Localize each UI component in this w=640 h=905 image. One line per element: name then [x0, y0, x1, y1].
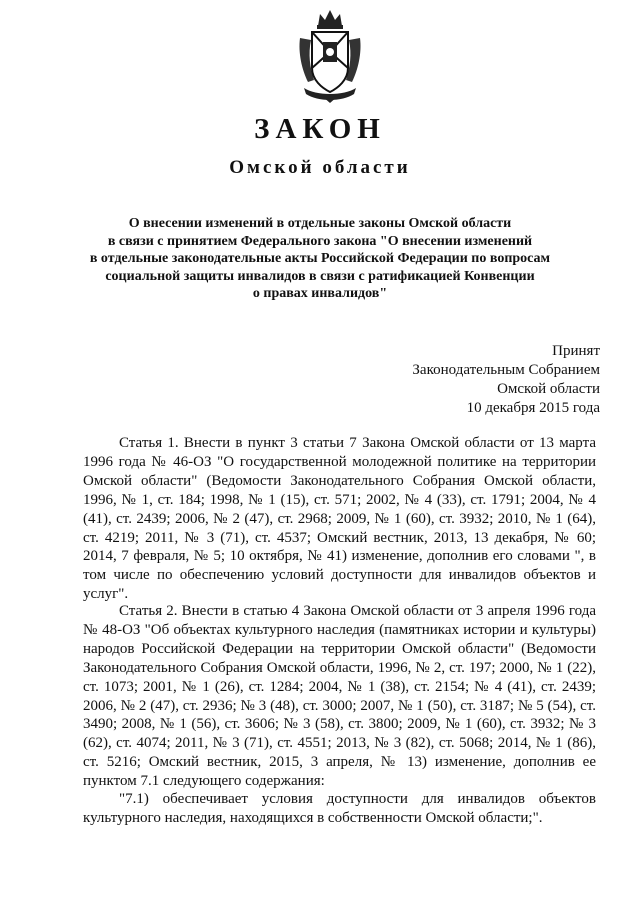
quote-text: "7.1) обеспечивает условия доступности для инвалидов объектов культурного наследия, находящихся в собственности Омской области;". [83, 791, 596, 826]
adoption-date: 10 декабря 2015 года [466, 400, 600, 416]
subject-line: О внесении изменений в отдельные законы Омской области [128, 216, 512, 231]
article-1-text: Статья 1. Внести в пункт 3 статьи 7 Закона Омской области от 13 марта 1996 года № 46-ОЗ "О государственной молодежной политике на территории Омской области" (Ведомости Законодательного Собрания Омской области, 1996, № 1, ст. 184; 1998, № 1 (15), ст. 571; 2002, № 4 (33), ст. 1791; 2004, № 4 (41), ст. 2439; 2006, № 2 (47), ст. 2968; 2009, № 1 (60), ст. 3932; 2010, № 1 (64), ст. 4219; 2011, № 3 (71), ст. 4537; Омский вестник, 2013, 13 декабря, № 60; 2014, 7 февраля, № 5; 10 октября, № 41) изменение, дополнив его словами ", в том числе по обеспечению условий доступности для инвалидов объектов и услуг". [83, 435, 596, 603]
subject-line: в отдельные законодательные акты Российской Федерации по вопросам [89, 251, 551, 267]
adoption-line: Принят [552, 343, 600, 359]
document-region: Омской области [229, 157, 411, 178]
article-1 [83, 434, 596, 604]
law-subject [80, 215, 560, 303]
adoption-block [412, 342, 600, 418]
subject-line: в связи с принятием Федерального закона "О внесении изменений [107, 233, 533, 249]
adoption-line: Омской области [497, 381, 600, 397]
document-title: ЗАКОН [254, 113, 386, 145]
adoption-line: Законодательным Собранием [412, 362, 600, 378]
article-2-quote [83, 790, 596, 828]
coat-of-arms-emblem [294, 8, 366, 104]
article-2 [83, 602, 596, 791]
subject-line: социальной защиты инвалидов в связи с ратификацией Конвенции [105, 268, 535, 284]
article-2-text: Статья 2. Внести в статью 4 Закона Омской области от 3 апреля 1996 года № 48-ОЗ "Об объектах культурного наследия (памятниках истории и культуры) народов Российской Федерации на территории Омской области" (Ведомости Законодательного Собрания Омской области, 1996, № 2, ст. 197; 2000, № 1 (22), ст. 1073; 2001, № 1 (26), ст. 1284; 2004, № 1 (38), ст. 2154; № 4 (41), ст. 2439; 2006, № 2 (47), ст. 2936; № 3 (48), ст. 3000; 2007, № 1 (50), ст. 3187; № 5 (54), ст. 3490; 2008, № 1 (56), ст. 3606; № 3 (58), ст. 3800; 2009, № 1 (60), ст. 3932; № 3 (62), ст. 4074; 2011, № 3 (71), ст. 4551; 2013, № 3 (82), ст. 5068; 2014, № 1 (86), ст. 5216; Омский вестник, 2015, 3 апреля, № 13) изменение, дополнив ее пунктом 7.1 следующего содержания: [83, 603, 596, 790]
subject-line: о правах инвалидов" [252, 286, 388, 302]
